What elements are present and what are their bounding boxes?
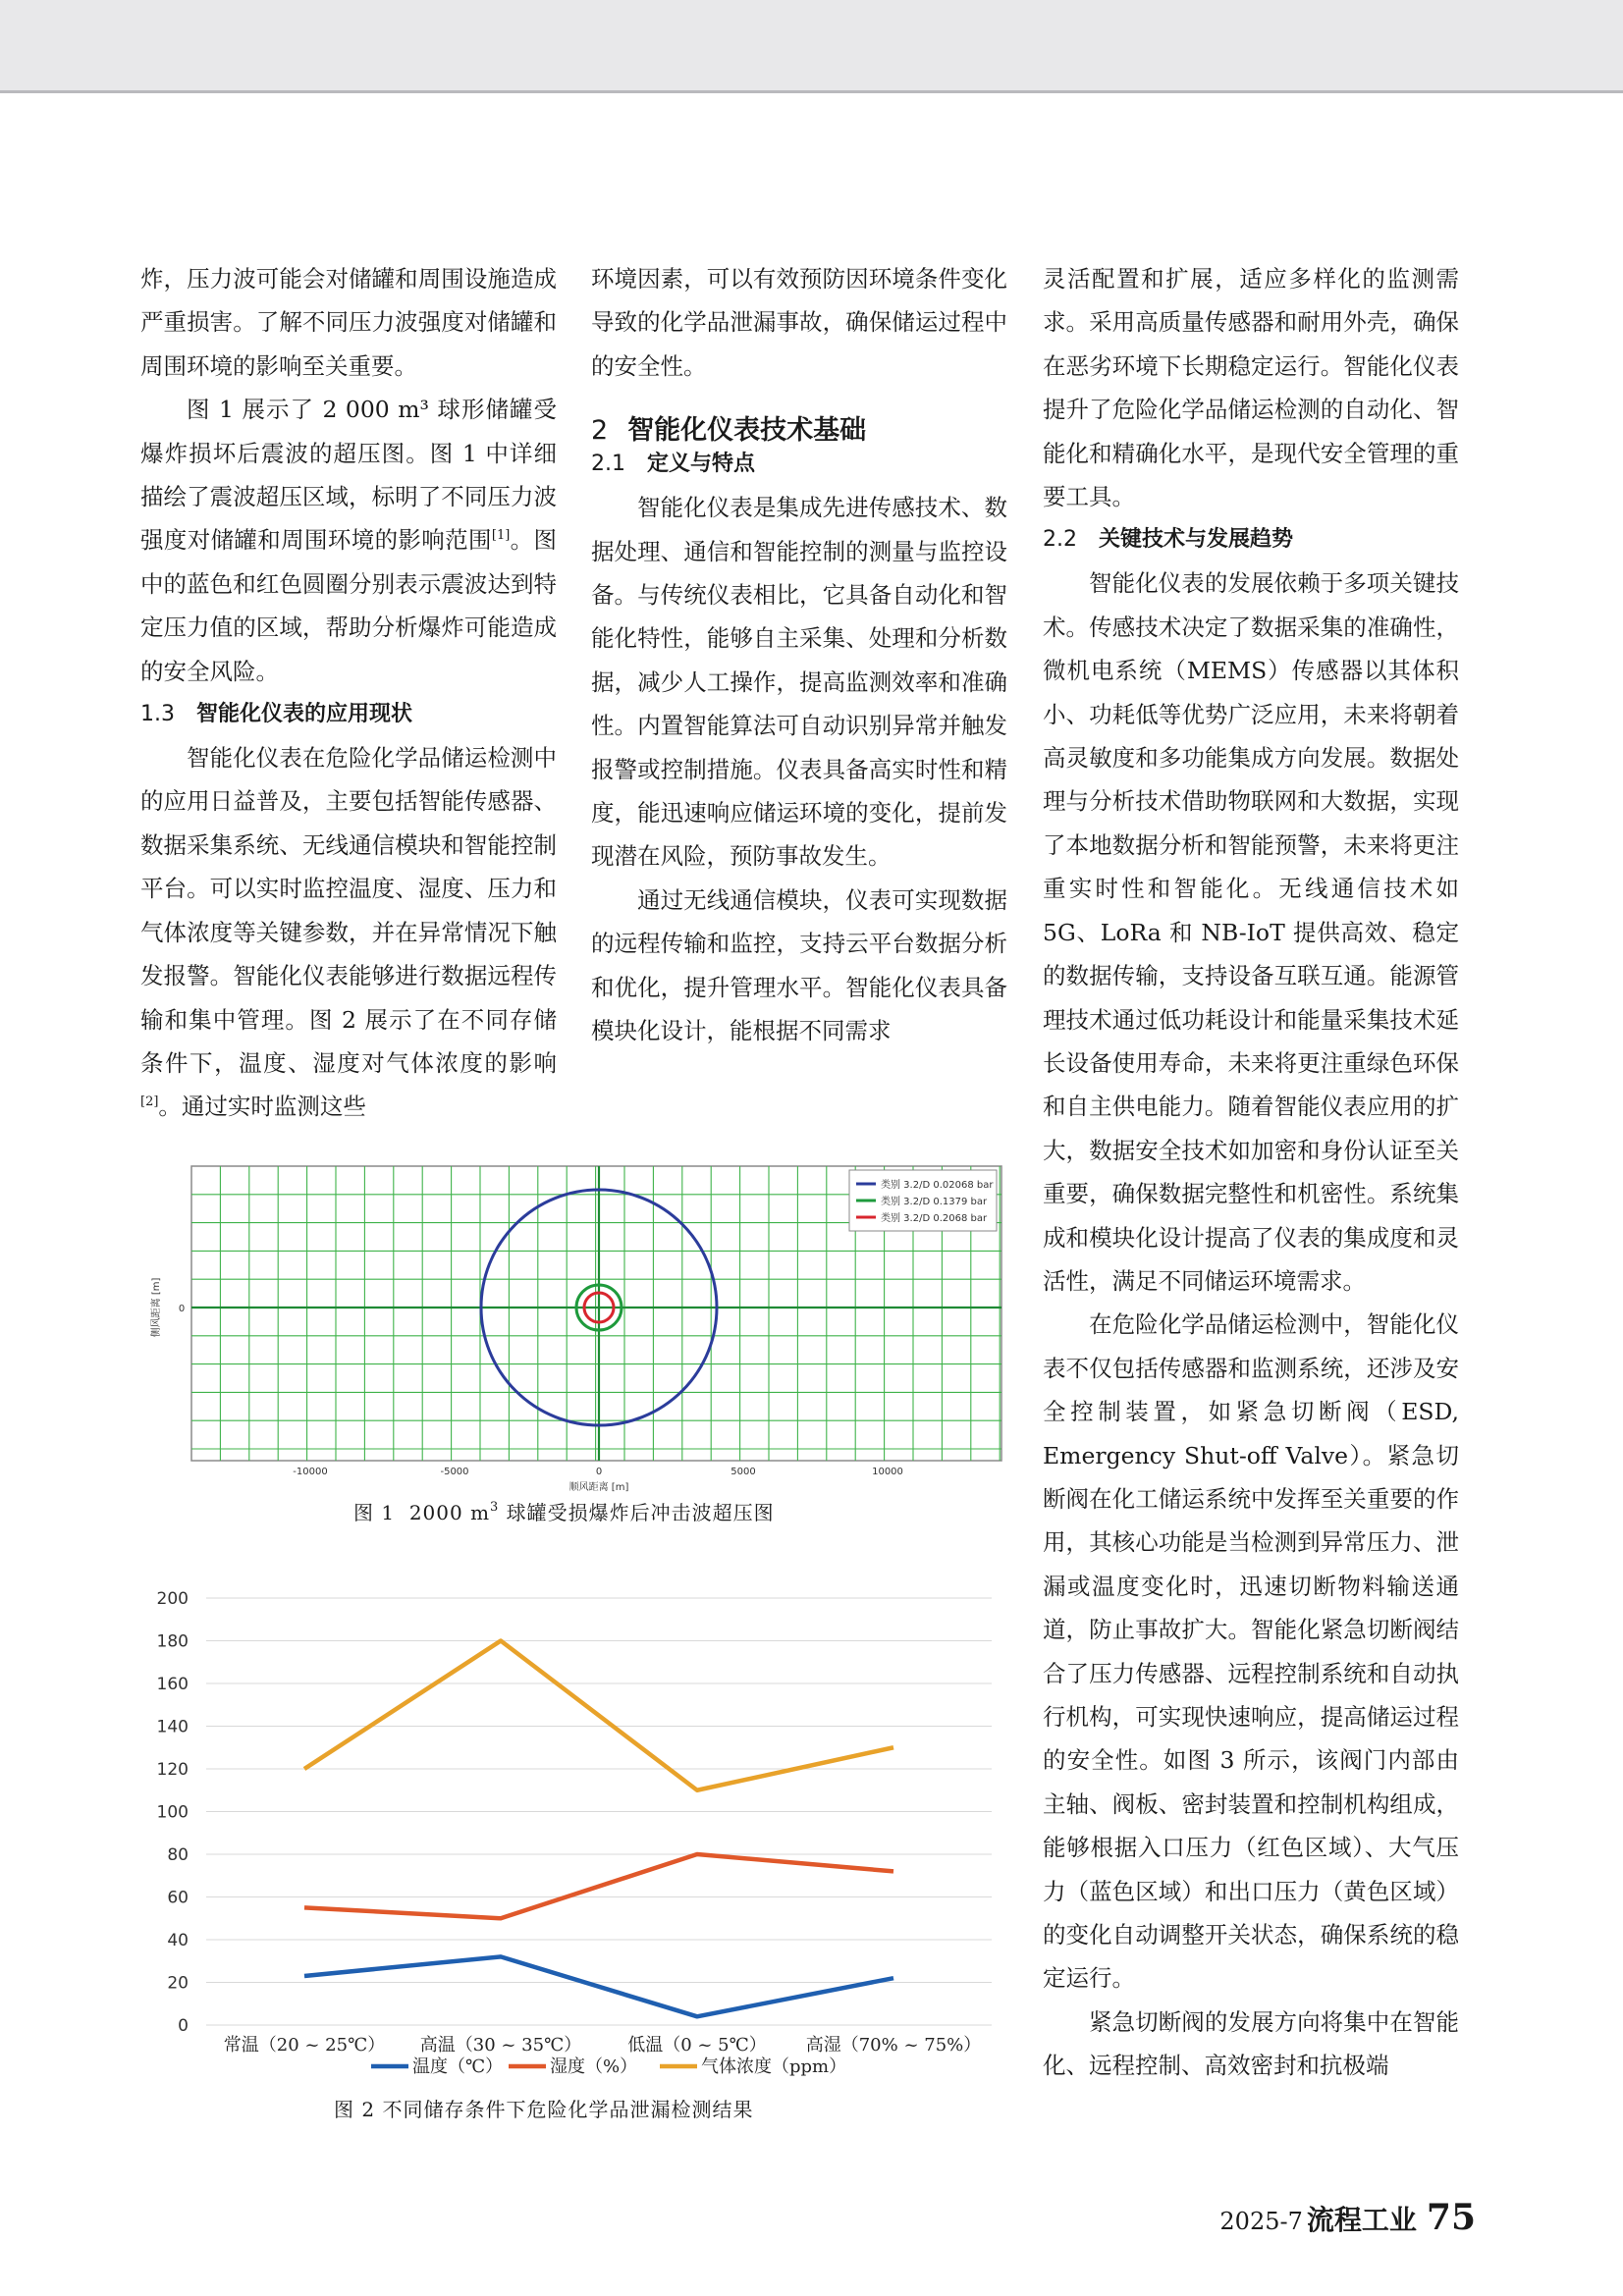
y-tick-label: 140 [156, 1717, 189, 1737]
legend-label: 类别 3.2/D 0.2068 bar [881, 1213, 988, 1224]
paragraph: 紧急切断阀的发展方向将集中在智能化、远程控制、高效密封和抗极端 [1043, 2007, 1459, 2080]
y-tick-label: 120 [156, 1760, 189, 1780]
y-tick-label: 200 [156, 1589, 189, 1609]
y-tick-label: 80 [167, 1845, 189, 1865]
x-tick-label: 10000 [872, 1467, 903, 1477]
paragraph: 在危险化学品储运检测中，智能化仪表不仅包括传感器和监测系统，还涉及安全控制装置，如紧急切断阀（ESD, Emergency Shut-off Valve）。紧急切断阀在化工储运系统中发挥至关重要的作用，其核心功能是当检测到异常压力、泄漏或温度变化时，迅速切断物料输送通道，防止事故扩大。智能化紧急切断阀结合了压力传感器、远程控制系统和自动执行机构，可实现快速响应，提高储运过程的安全性。如图 3 所示，该阀门内部由主轴、阀板、密封装置和控制机构组成，能够根据入口压力（红色区域）、大气压力（蓝色区域）和出口压力（黄色区域）的变化自动调整开关状态，确保系统的稳定运行。 [1043, 1310, 1459, 1993]
paragraph: 智能化仪表在危险化学品储运检测中的应用日益普及，主要包括智能传感器、数据采集系统、无线通信模块和智能控制平台。可以实时监控温度、湿度、压力和气体浓度等关键参数，并在异常情况下触发报警。智能化仪表能够进行数据远程传输和集中管理。图 2 展示了在不同存储条件下，温度、湿度对气体浓度的影响[2]。通过实时监测这些 [140, 744, 557, 1121]
x-tick-label: 常温（20 ~ 25℃） [223, 2035, 386, 2056]
legend [849, 1170, 997, 1231]
section-heading-2: 2 智能化仪表技术基础 [591, 415, 867, 447]
y-tick-label: 100 [156, 1802, 189, 1823]
y-tick-label: 20 [167, 1973, 189, 1994]
paragraph: 灵活配置和扩展，适应多样化的监测需求。采用高质量传感器和耐用外壳，确保在恶劣环境下长期稳定运行。智能化仪表提升了危险化学品储运检测的自动化、智能化和精确化水平，是现代安全管理的重要工具。 [1043, 265, 1459, 511]
y-axis-label: 侧风距离 [m] [151, 1277, 162, 1338]
issue-number: 2025-7 [1219, 2208, 1303, 2235]
figure-2-line-chart [137, 1571, 1001, 2081]
paragraph: 环境因素，可以有效预防因环境条件变化导致的化学品泄漏事故，确保储运过程中的安全性。 [591, 265, 1007, 380]
y-tick-label: 180 [156, 1631, 189, 1652]
paragraph: 图 1 展示了 2 000 m³ 球形储罐受爆炸损坏后震波的超压图。图 1 中详细描绘了震波超压区域，标明了不同压力波强度对储罐和周围环境的影响范围[1]。图中的蓝色和红色圆圈分别表示震波达到特定压力值的区域，帮助分析爆炸可能造成的安全风险。 [140, 396, 558, 685]
y-tick-label: 40 [167, 1931, 189, 1950]
page-footer [1219, 2197, 1476, 2238]
citation: [2] [140, 1095, 159, 1110]
x-tick-label: 5000 [730, 1467, 756, 1477]
subsection-heading-2-1: 2.1 定义与特点 [591, 452, 756, 477]
citation: [1] [491, 528, 511, 544]
page-number: 75 [1426, 2197, 1476, 2238]
legend-label: 类别 3.2/D 0.1379 bar [881, 1197, 988, 1207]
figure-1-caption: 图 1 2000 $m^3$ 球罐受损爆炸后冲击波超压图 [353, 1500, 775, 1524]
subsection-heading-2-2: 2.2 关键技术与发展趋势 [1043, 527, 1294, 553]
paragraph: 智能化仪表的发展依赖于多项关键技术。传感技术决定了数据采集的准确性，微机电系统（MEMS）传感器以其体积小、功耗低等优势广泛应用，未来将朝着高灵敏度和多功能集成方向发展。数据处理与分析技术借助物联网和大数据，实现了本地数据分析和智能预警，未来将更注重实时性和智能化。无线通信技术如 5G、LoRa 和 NB-IoT 提供高效、稳定的数据传输，支持设备互联互通。能源管理技术通过低功耗设计和能量采集技术延长设备使用寿命，未来将更注重绿色环保和自主供电能力。随着智能仪表应用的扩大，数据安全技术如加密和身份认证至关重要，确保数据完整性和机密性。系统集成和模块化设计提高了仪表的集成度和灵活性，满足不同储运环境需求。 [1043, 569, 1459, 1295]
legend-label: 湿度（%） [550, 2056, 638, 2077]
y-tick-label: 160 [156, 1675, 189, 1694]
x-tick-label: 高湿（70% ~ 75%） [805, 2035, 982, 2056]
x-tick-label: 0 [595, 1467, 603, 1477]
x-tick-label: 低温（0 ~ 5℃） [627, 2035, 767, 2056]
figure-2-caption: 图 2 不同储存条件下危险化学品泄漏检测结果 [334, 2098, 754, 2121]
x-axis-label: 顺风距离 [m] [568, 1482, 629, 1493]
y-tick-label: 60 [167, 1888, 189, 1908]
series-line [304, 1641, 893, 1790]
y-tick-label: 0 [178, 2016, 189, 2036]
magazine-name: 流程工业 [1306, 2204, 1417, 2236]
column-1 [140, 257, 557, 1129]
column-3 [1043, 257, 1459, 2088]
legend-label: 气体浓度（ppm） [701, 2056, 847, 2077]
subsection-heading-1-3: 1.3 智能化仪表的应用现状 [140, 702, 413, 727]
paragraph: 智能化仪表是集成先进传感技术、数据处理、通信和智能控制的测量与监控设备。与传统仪表相比，它具备自动化和智能化特性，能够自主采集、处理和分析数据，减少人工操作，提高监测效率和准确性。内置智能算法可自动识别异常并触发报警或控制措施。仪表具备高实时性和精度，能迅速响应储运环境的变化，提前发现潜在风险，预防事故发生。 [591, 494, 1007, 871]
header-band [0, 0, 1623, 93]
figure-1-overpressure-map [147, 1158, 1011, 1497]
column-2 [591, 257, 1007, 1053]
x-tick-label: 高温（30 ~ 35℃） [419, 2035, 582, 2056]
y-tick-label: 0 [178, 1304, 186, 1314]
x-tick-label: -5000 [440, 1467, 469, 1477]
x-tick-label: -10000 [293, 1467, 328, 1477]
legend-label: 温度（℃） [412, 2056, 504, 2077]
series-line [304, 1854, 893, 1918]
legend-label: 类别 3.2/D 0.02068 bar [881, 1180, 994, 1191]
paragraph: 通过无线通信模块，仪表可实现数据的远程传输和监控，支持云平台数据分析和优化，提升管理水平。智能化仪表具备模块化设计，能根据不同需求 [591, 885, 1007, 1045]
paragraph: 炸，压力波可能会对储罐和周围设施造成严重损害。了解不同压力波强度对储罐和周围环境的影响至关重要。 [140, 265, 557, 380]
series-line [304, 1956, 893, 2016]
